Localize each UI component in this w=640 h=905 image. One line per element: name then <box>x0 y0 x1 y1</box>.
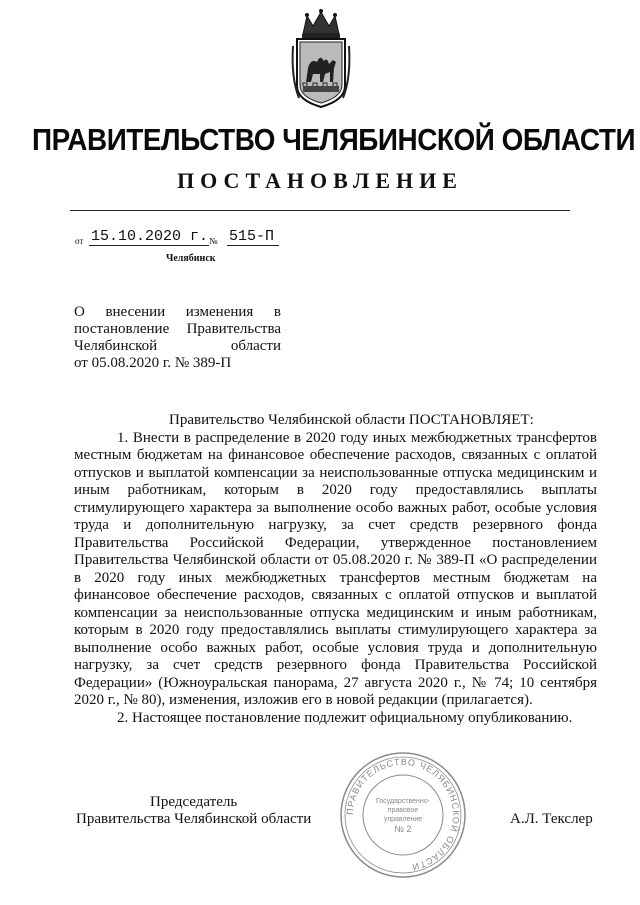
number-prefix: № <box>209 236 218 246</box>
government-title: ПРАВИТЕЛЬСТВО ЧЕЛЯБИНСКОЙ ОБЛАСТИ <box>32 122 636 157</box>
subject-line: О внесении изменения в <box>74 304 281 320</box>
subject-line: от 05.08.2020 г. № 389-П <box>74 355 232 371</box>
date-prefix: от <box>75 236 84 246</box>
stamp-center-text: Государственно- <box>375 798 431 805</box>
subject-line: постановление Правительства <box>74 321 281 337</box>
resolution-lead: Правительство Челябинской области ПОСТАНОВЛЯЕТ: <box>169 412 534 428</box>
document-subject <box>74 304 281 372</box>
signatory-position <box>76 794 311 828</box>
document-body <box>74 412 597 727</box>
header-divider <box>70 210 570 211</box>
subject-line: Челябинской области <box>74 338 281 354</box>
document-type: ПОСТАНОВЛЕНИЕ <box>177 168 463 193</box>
stamp-center-text: правовое <box>387 807 419 814</box>
signatory-name: А.Л. Текслер <box>510 811 593 827</box>
position-line: Председатель <box>150 794 238 810</box>
paragraph-1: 1. Внести в распределение в 2020 году иных межбюджетных трансфертов местным бюджетам на финансовое обеспечение расходов, связанных с оплатой отпусков и выплатой компенсации за неиспользованные отпуска медицинским и иным работникам, которым в 2020 году предоставлялись выплаты стимулирующего характера за выполнение особо важных работ, особые условия труда и дополнительную нагрузку, за счет средств резервного фонда Правительства Российской Федерации, утвержденное постановлением Правительства Челябинской области от 05.08.2020 г. № 389-П «О распределении в 2020 году иных межбюджетных трансфертов местным бюджетам на финансовое обеспечение расходов, связанных с оплатой отпусков и выплатой компенсации за неиспользованные отпуска медицинским и иным работникам, которым в 2020 году предоставлялись выплаты стимулирующего характера за выполнение особо важных работ, особые условия труда и дополнительную нагрузку, за счет средств резервного фонда Правительства Российской Федерации» (Южноуральская панорама, 27 августа 2020 г., № 74; 10 сентября 2020 г., № 80), изменения, изложив его в новой редакции (прилагается). <box>74 429 597 708</box>
position-line: Правительства Челябинской области <box>76 811 312 827</box>
coat-of-arms-emblem <box>289 8 353 112</box>
document-date: 15.10.2020 г. <box>91 228 209 245</box>
document-number: 515-П <box>227 228 279 246</box>
paragraph-2: 2. Настоящее постановление подлежит официальному опубликованию. <box>117 709 573 726</box>
stamp-ring-text: ПРАВИТЕЛЬСТВО ЧЕЛЯБИНСКОЙ ОБЛАСТИ <box>344 756 462 873</box>
stamp-center-number: № 2 <box>394 824 412 834</box>
stamp-center-text: управление <box>383 816 423 823</box>
official-stamp <box>338 750 468 880</box>
city-label: Челябинск <box>166 253 216 264</box>
